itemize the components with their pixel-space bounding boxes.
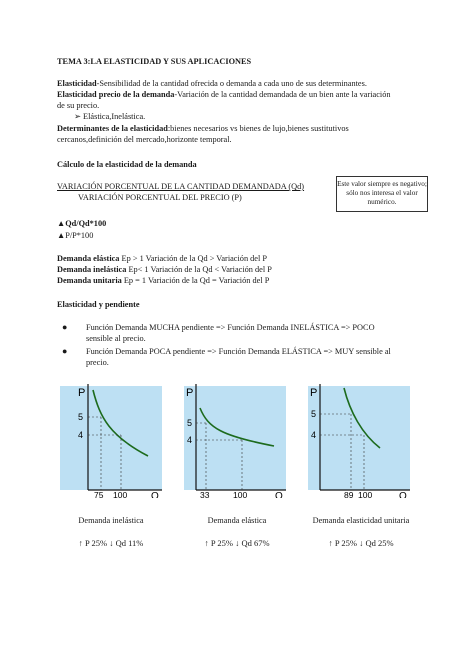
graph-elastica-svg [182, 378, 288, 498]
q-axis-label: Q [399, 491, 407, 498]
bullet-2-line-1: Función Demanda POCA pendiente => Función Demanda ELÁSTICA => MUY sensible al [86, 347, 391, 356]
caption-inelastica: Demanda inelástica [78, 516, 144, 525]
demanda-elastica [57, 254, 267, 264]
caption-unitaria: Demanda elasticidad unitaria [312, 516, 410, 525]
term-demanda-elastica: Demanda elástica [57, 254, 120, 263]
def-elasticidad [57, 79, 367, 89]
demanda-unitaria [57, 276, 269, 286]
pct-elastica: ↑ P 25% ↓ Qd 67% [204, 538, 270, 548]
graph-unitaria-svg [306, 378, 412, 498]
p-axis-label: P [310, 387, 318, 399]
p-axis-label: P [186, 387, 194, 399]
q-axis-label: Q [151, 491, 159, 498]
rule-demanda-inelastica: Ep< 1 Variación de la Qd < Variación del P [128, 265, 272, 274]
pct-inelastica: ↑ P 25% ↓ Qd 11% [78, 538, 144, 548]
text-determinantes-1: :bienes necesarios vs bienes de lujo,bienes sustitutivos [167, 124, 349, 133]
page-title: TEMA 3:LA ELASTICIDAD Y SUS APLICACIONES [57, 57, 252, 66]
bullet-2-line-2: precio. [86, 358, 109, 367]
def-determinantes [57, 124, 349, 134]
calc-heading: Cálculo de la elasticidad de la demanda [57, 160, 197, 169]
p4-label: 4 [187, 435, 193, 445]
formula-denominator: VARIACIÓN PORCENTUAL DEL PRECIO (P) [78, 193, 242, 202]
term-elasticidad: Elasticidad [57, 79, 97, 88]
delta-p: ▲P/P*100 [57, 231, 94, 240]
pct-unitaria: ↑ P 25% ↓ Qd 25% [328, 538, 394, 548]
rule-demanda-unitaria: Ep = 1 Variación de la Qd = Variación del P [123, 276, 270, 285]
delta-qd: ▲Qd/Qd*100 [57, 219, 107, 228]
p4-label: 4 [311, 430, 317, 440]
q-axis-label: Q [275, 491, 283, 498]
qa-label: 89 [344, 490, 354, 498]
rule-demanda-elastica: Ep > 1 Variación de la Qd > Variación del P [121, 254, 267, 263]
graph-inelastica [58, 378, 164, 498]
bullet-1-line-1: Función Demanda MUCHA pendiente => Función Demanda INELÁSTICA => POCO [86, 323, 375, 332]
p5-label: 5 [311, 409, 317, 419]
text-determinantes-2: cercanos,definición del mercado,horizonte temporal. [57, 135, 232, 144]
text-elasticidad-precio-1: -Variación de la cantidad demandada de un bien ante la variación [174, 90, 391, 99]
p4-label: 4 [78, 430, 84, 440]
text-elasticidad-precio-2: de su precio. [57, 101, 100, 110]
p-axis-label: P [78, 387, 86, 399]
qa-label: 75 [94, 490, 104, 498]
graph-panel [184, 386, 286, 490]
graph-inelastica-svg [58, 378, 164, 498]
demanda-inelastica [57, 265, 272, 275]
graph-unitaria [306, 378, 412, 498]
note-box: Este valor siempre es negativo; sólo nos interesa el valor numérico. [336, 176, 428, 212]
formula-numerator: VARIACIÓN PORCENTUAL DE LA CANTIDAD DEMANDADA (Qd) [57, 182, 305, 191]
arrow-bullet-icon: ➢ [74, 112, 84, 121]
bullet-dot-icon: ● [62, 346, 68, 356]
graph-panel [308, 386, 410, 490]
types-text: Elástica,Inelástica. [83, 112, 146, 121]
caption-elastica: Demanda elástica [207, 516, 267, 525]
term-elasticidad-precio: Elasticidad precio de la demanda [57, 90, 175, 99]
graph-panel [60, 386, 162, 490]
bullet-1-line-2: sensible al precio. [86, 334, 146, 343]
qb-label: 100 [233, 490, 248, 498]
def-elasticidad-precio [57, 90, 391, 100]
qa-label: 33 [200, 490, 210, 498]
term-determinantes: Determinantes de la elasticidad [57, 124, 168, 133]
text-elasticidad: -Sensibilidad de la cantidad ofrecida o demanda a cada uno de sus determinantes. [96, 79, 367, 88]
pendiente-heading: Elasticidad y pendiente [57, 300, 140, 309]
term-demanda-inelastica: Demanda inelástica [57, 265, 127, 274]
types-line [74, 112, 145, 122]
qb-label: 100 [358, 490, 373, 498]
p5-label: 5 [187, 418, 193, 428]
graph-elastica [182, 378, 288, 498]
term-demanda-unitaria: Demanda unitaria [57, 276, 122, 285]
bullet-dot-icon: ● [62, 322, 68, 332]
p5-label: 5 [78, 412, 84, 422]
qb-label: 100 [113, 490, 128, 498]
